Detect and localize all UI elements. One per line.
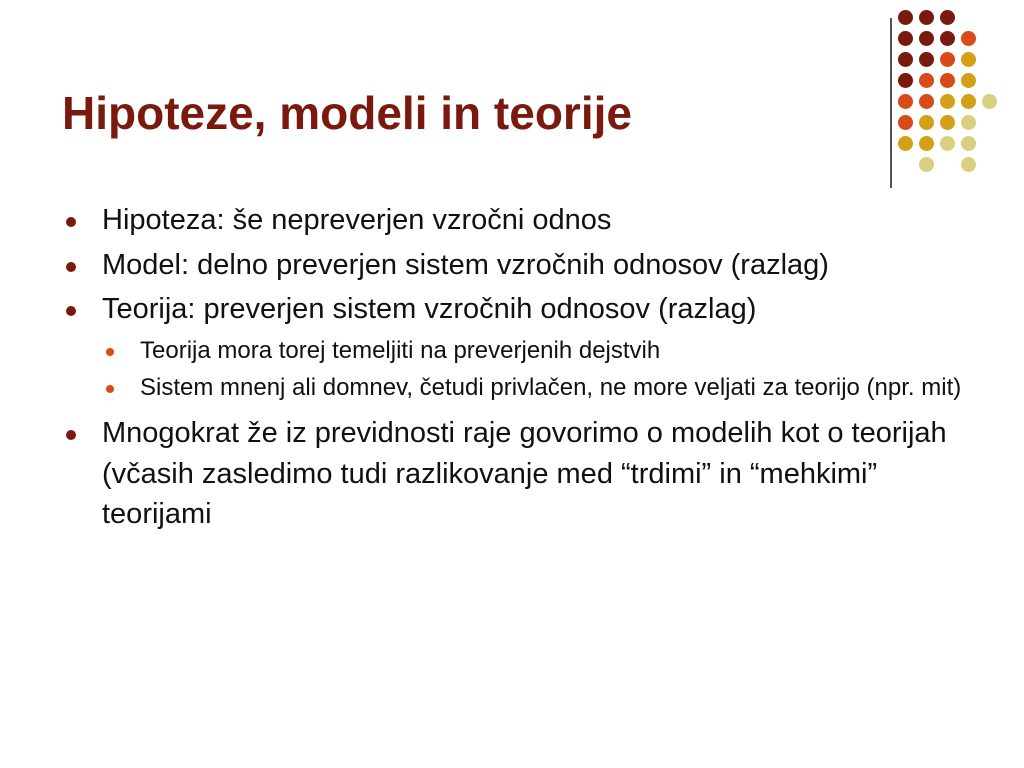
dot <box>898 73 913 88</box>
dot <box>919 136 934 151</box>
dot <box>961 157 976 172</box>
list-item-text: Teorija: preverjen sistem vzročnih odnosov (razlag) <box>102 293 757 326</box>
sub-list-item-text: Teorija mora torej temeljiti na preverjenih dejstvih <box>140 336 661 364</box>
slide-body <box>62 200 982 539</box>
dot <box>940 115 955 130</box>
dot <box>898 115 913 130</box>
dot <box>919 157 934 172</box>
list-item-text: Mnogokrat že iz previdnosti raje govorimo o modelih kot o teorijah (včasih zasledimo tudi razlikovanje med “trdimi” in “mehkimi” teorijami <box>102 416 947 531</box>
sub-bullet-list <box>102 334 982 405</box>
list-item-text: Model: delno preverjen sistem vzročnih odnosov (razlag) <box>102 248 829 281</box>
dot <box>919 94 934 109</box>
dot <box>940 52 955 67</box>
sub-list-item <box>102 371 982 405</box>
dot <box>940 73 955 88</box>
sub-bullet-icon <box>106 348 114 356</box>
dot <box>919 52 934 67</box>
dot <box>898 31 913 46</box>
dot <box>898 94 913 109</box>
sub-list-item <box>102 334 982 368</box>
dot <box>961 94 976 109</box>
dot <box>940 31 955 46</box>
dot <box>919 115 934 130</box>
bullet-list <box>62 200 982 330</box>
dot <box>898 136 913 151</box>
dot <box>961 115 976 130</box>
dot <box>898 10 913 25</box>
bullet-icon <box>66 430 76 440</box>
list-item <box>62 289 982 330</box>
dot <box>919 10 934 25</box>
title-divider-line <box>890 18 892 188</box>
list-item <box>62 413 982 535</box>
dot <box>940 10 955 25</box>
dot <box>898 52 913 67</box>
list-item-text: Hipoteza: še nepreverjen vzročni odnos <box>102 204 612 236</box>
bullet-icon <box>66 217 76 227</box>
dot <box>982 94 997 109</box>
decorative-dot-grid-icon <box>898 10 1018 170</box>
sub-bullet-icon <box>106 385 114 393</box>
bullet-icon <box>66 262 76 272</box>
dot <box>919 31 934 46</box>
dot <box>961 136 976 151</box>
dot <box>961 52 976 67</box>
slide-title: Hipoteze, modeli in teorije <box>62 87 632 139</box>
dot <box>961 73 976 88</box>
bullet-list <box>62 413 982 535</box>
dot <box>961 31 976 46</box>
dot <box>919 73 934 88</box>
bullet-icon <box>66 306 76 316</box>
list-item <box>62 200 982 241</box>
list-item <box>62 245 982 286</box>
sub-list-item-text: Sistem mnenj ali domnev, četudi privlačen, ne more veljati za teorijo (npr. mit) <box>140 374 962 402</box>
dot <box>940 136 955 151</box>
dot <box>940 94 955 109</box>
